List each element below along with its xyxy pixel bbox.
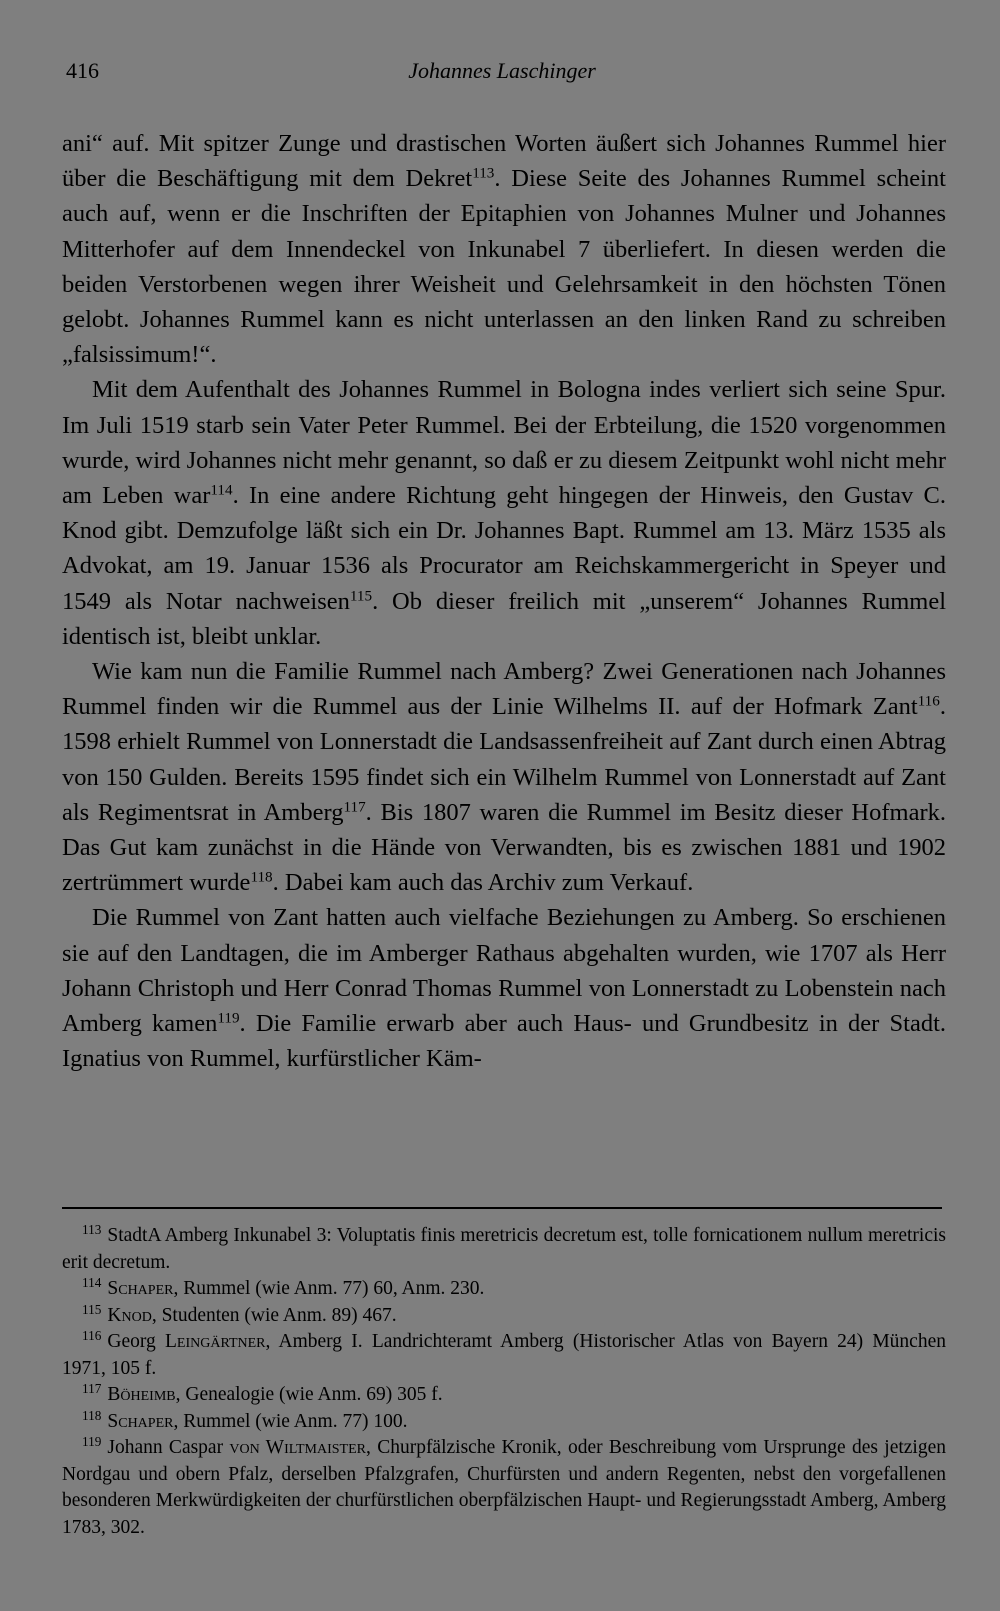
footnote-author: von Wiltmaister <box>229 1437 367 1458</box>
footnote-116 <box>62 1329 946 1382</box>
footnote-author: Knod <box>107 1304 152 1326</box>
body-text <box>62 126 946 1076</box>
footnote-ref: 114 <box>210 481 233 499</box>
footnote-number: 119 <box>82 1434 102 1450</box>
footnote-ref: 119 <box>217 1009 240 1027</box>
footnote-118 <box>62 1409 946 1436</box>
footnote-text: , Churpfälzische Kronik, oder Beschreibung vom Ursprunge des jetzigen Nordgau und obern Pfalz, derselben Pfalzgrafen, Churfürsten und andern Regenten, nebst den vorgefallenen besonderen Merkwürdigkeiten der churfürstlichen oberpfälzischen Haupt- und Regierungsstadt Amberg, Amberg 1783, 302. <box>62 1437 946 1538</box>
footnote-113 <box>62 1223 946 1276</box>
footnote-number: 113 <box>82 1222 102 1238</box>
footnote-author: Schaper <box>107 1278 174 1299</box>
footnote-number: 117 <box>82 1381 102 1397</box>
footnote-text: , Rummel (wie Anm. 77) 60, Anm. 230. <box>173 1278 485 1299</box>
text-run: . Dabei kam auch das Archiv zum Verkauf. <box>272 869 694 897</box>
text-run: . 1598 erhielt Rummel von Lonnerstadt die Landsassenfreiheit auf Zant durch einen Abtrag von 150 Gulden. Bereits 1595 findet sich ein Wilhelm Rummel von Lonnerstadt auf Zant als Regimentsrat in Amberg <box>62 693 946 826</box>
paragraph-4 <box>62 900 946 1076</box>
running-title: Johannes Laschinger <box>408 58 596 83</box>
footnote-divider <box>62 1207 942 1209</box>
footnote-prefix: Johann Caspar <box>107 1437 230 1458</box>
text-run: . Bis 1807 waren die Rummel im Besitz dieser Hofmark. Das Gut kam zunächst in die Hände von Verwandten, bis es zwischen 1881 und 1902 zertrümmert wurde <box>62 798 946 897</box>
footnotes <box>62 1223 946 1541</box>
footnote-text: , Studenten (wie Anm. 89) 467. <box>151 1304 397 1326</box>
footnote-ref: 117 <box>343 798 366 816</box>
footnote-number: 118 <box>82 1407 102 1423</box>
footnote-119 <box>62 1435 946 1541</box>
footnote-number: 115 <box>82 1301 102 1317</box>
footnote-number: 114 <box>82 1275 102 1291</box>
paragraph-1 <box>62 126 946 372</box>
footnote-115 <box>62 1303 946 1330</box>
footnote-114 <box>62 1276 946 1303</box>
paragraph-3 <box>62 654 946 900</box>
footnote-text: StadtA Amberg Inkunabel 3: Voluptatis finis meretricis decretum est, tolle fornicationem nullum meretricis erit decretum. <box>62 1225 946 1273</box>
paragraph-2 <box>62 372 946 654</box>
text-run: . Diese Seite des Johannes Rummel scheint auch auf, wenn er die Inschriften der Epitaphien von Johannes Mulner und Johannes Mitterhofer auf dem Innendeckel von Inkunabel 7 überliefert. In diesen werden die beiden Verstorbenen wegen ihrer Weisheit und Gelehrsamkeit in den höchsten Tönen gelobt. Johannes Rummel kann es nicht unterlassen an den linken Rand zu schreiben „falsissimum!“. <box>62 165 946 369</box>
footnote-author: Leingärtner <box>164 1331 266 1352</box>
footnote-117 <box>62 1382 946 1409</box>
footnote-number: 116 <box>82 1328 102 1344</box>
text-run: . In eine andere Richtung geht hingegen der Hinweis, den Gustav C. Knod gibt. Demzufolge läßt sich ein Dr. Johannes Bapt. Rummel am 13. März 1535 als Advokat, am 19. Januar 1536 als Procurator am Reichskammergericht in Speyer und 1549 als Notar nachweisen <box>62 482 946 615</box>
page-number: 416 <box>66 58 99 83</box>
footnote-ref: 116 <box>917 692 940 710</box>
footnote-text: , Rummel (wie Anm. 77) 100. <box>173 1410 408 1432</box>
text-run: Wie kam nun die Familie Rummel nach Amberg? Zwei Generationen nach Johannes Rummel finden wir die Rummel aus der Linie Wilhelms II. auf der Hofmark Zant <box>62 658 946 721</box>
footnote-ref: 113 <box>472 164 495 182</box>
page-header <box>62 58 942 94</box>
footnote-ref: 118 <box>250 868 273 886</box>
text-run: Die Rummel von Zant hatten auch vielfache Beziehungen zu Amberg. So erschienen sie auf den Landtagen, die im Amberger Rathaus abgehalten wurden, wie 1707 als Herr Johann Christoph und Herr Conrad Thomas Rummel von Lonnerstadt zu Lobenstein nach Amberg kamen <box>62 904 946 1038</box>
text-run: ani“ auf. Mit spitzer Zunge und drastischen Worten äußert sich Johannes Rummel hier über die Beschäftigung mit dem Dekret <box>62 130 946 193</box>
footnote-prefix: Georg <box>107 1331 165 1352</box>
footnote-text: , Genealogie (wie Anm. 69) 305 f. <box>175 1384 443 1405</box>
footnote-author: Schaper <box>107 1410 174 1432</box>
footnote-ref: 115 <box>349 587 373 605</box>
text-run: . Die Familie erwarb aber auch Haus- und Grundbesitz in der Stadt. Ignatius von Rummel, kurfürstlicher Käm- <box>62 1010 946 1073</box>
text-run: Mit dem Aufenthalt des Johannes Rummel in Bologna indes verliert sich seine Spur. Im Juli 1519 starb sein Vater Peter Rummel. Bei der Erbteilung, die 1520 vorgenommen wurde, wird Johannes nicht mehr genannt, so daß er zu diesem Zeitpunkt wohl nicht mehr am Leben war <box>62 376 946 510</box>
footnote-text: , Amberg I. Landrichteramt Amberg (Historischer Atlas von Bayern 24) München 1971, 105 f. <box>62 1331 946 1379</box>
footnote-author: Böheimb <box>107 1384 176 1405</box>
text-run: . Ob dieser freilich mit „unserem“ Johannes Rummel identisch ist, bleibt unklar. <box>62 587 946 650</box>
